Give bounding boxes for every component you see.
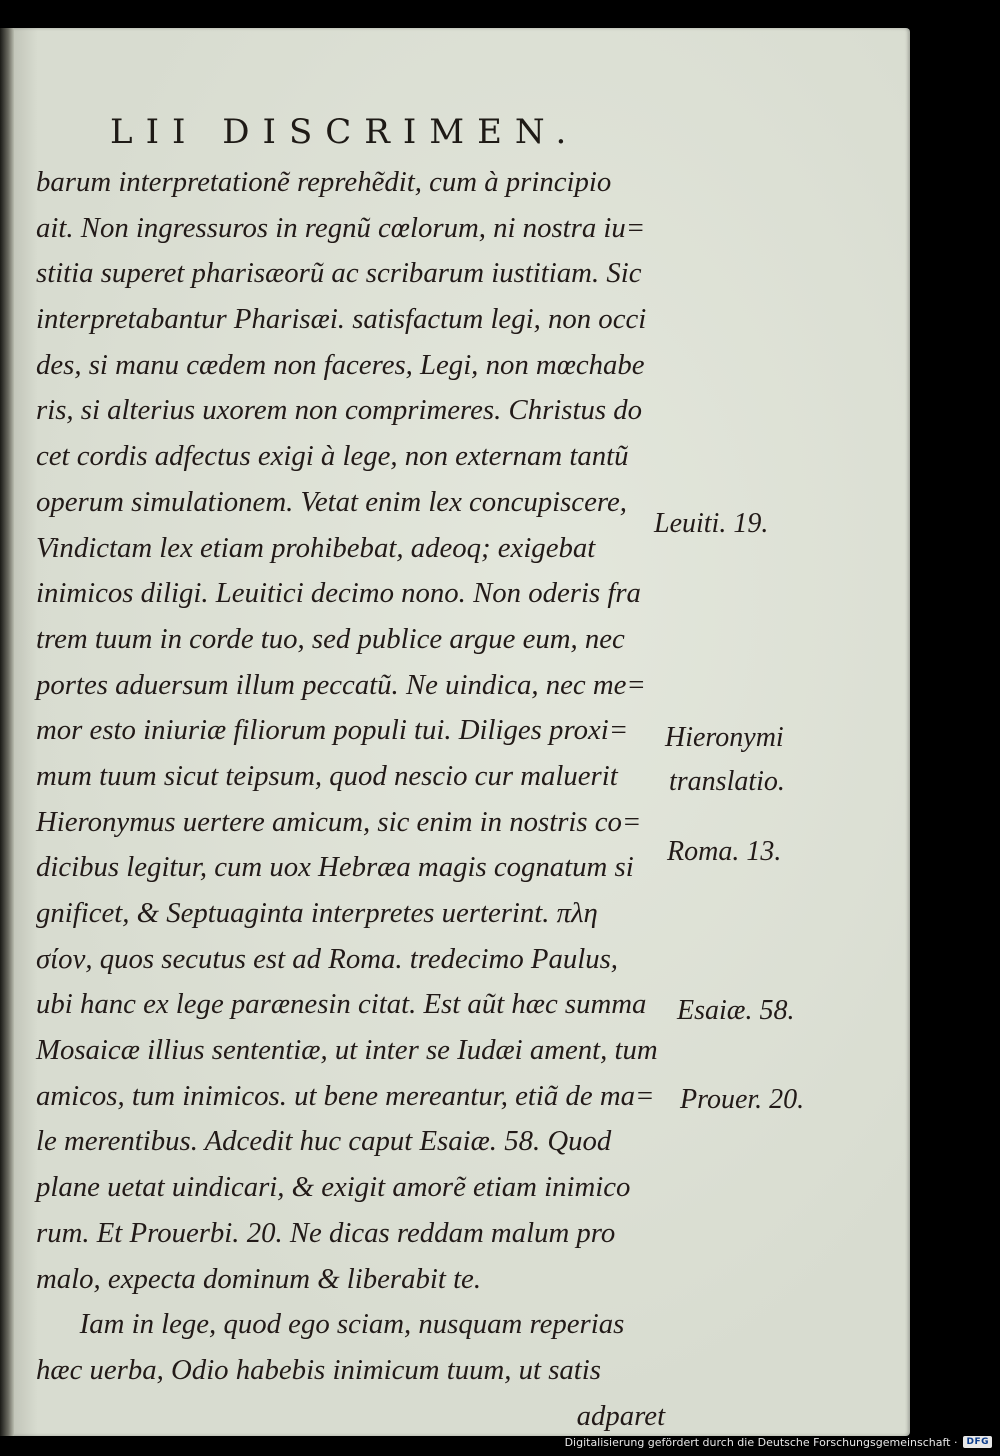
text-line: operum simulationem. Vetat enim lex concupiscere, — [36, 485, 627, 518]
dfg-logo-icon: DFG — [963, 1436, 992, 1448]
footer-bar — [565, 1434, 992, 1450]
text-line: Hieronymus uertere amicum, sic enim in nostris co= — [36, 805, 642, 838]
text-line: portes aduersum illum peccatũ. Ne uindica, nec me= — [36, 668, 646, 701]
margin-note-translatio: translatio. — [669, 766, 785, 797]
text-line: stitia superet pharisæorũ ac scribarum iustitiam. Sic — [36, 257, 642, 290]
text-line: ait. Non ingressuros in regnũ cœlorum, ni nostra iu= — [36, 211, 646, 244]
page-edge — [0, 28, 14, 1436]
text-line: amicos, tum inimicos. ut bene mereantur, etiã de ma= — [36, 1079, 655, 1112]
text-line: Iam in lege, quod ego sciam, nusquam reperias — [79, 1308, 625, 1341]
text-line: des, si manu cædem non faceres, Legi, non mœchabe — [36, 348, 645, 381]
text-line: rum. Et Prouerbi. 20. Ne dicas reddam malum pro — [36, 1216, 616, 1249]
text-line: trem tuum in corde tuo, sed publice argue eum, nec — [36, 622, 625, 655]
catchword: adparet — [576, 1399, 666, 1432]
text-line: barum interpretationẽ reprehẽdit, cum à principio — [36, 166, 612, 198]
text-line: ubi hanc ex lege parænesin citat. Est aũt hæc summa — [36, 988, 647, 1021]
text-line: Vindictam lex etiam prohibebat, adeoq; exigebat — [36, 531, 596, 564]
margin-note-esaiae: Esaiæ. 58. — [677, 995, 795, 1026]
margin-note-leuiti: Leuiti. 19. — [654, 508, 769, 539]
margin-note-roma: Roma. 13. — [667, 836, 782, 867]
margin-note-hieronymi: Hieronymi — [665, 722, 784, 753]
margin-note-prouer: Prouer. 20. — [680, 1084, 805, 1115]
text-line: σίον, quos secutus est ad Roma. tredecimo Paulus, — [36, 942, 619, 975]
text-line: Mosaicæ illius sententiæ, ut inter se Iudæi ament, tum — [36, 1034, 658, 1067]
text-line: gnificet, & Septuaginta interpretes uerterint. πλη — [36, 897, 598, 929]
text-line: inimicos diligi. Leuitici decimo nono. Non oderis fra — [36, 577, 641, 610]
text-line: cet cordis adfectus exigi à lege, non externam tantũ — [36, 440, 629, 473]
text-line: mum tuum sicut teipsum, quod nescio cur maluerit — [36, 759, 618, 792]
text-line: interpretabantur Pharisæi. satisfactum legi, non occi — [36, 303, 647, 336]
footer-credit: Digitalisierung gefördert durch die Deutsche Forschungsgemeinschaft · — [564, 1435, 958, 1449]
body-text — [36, 160, 676, 1439]
text-line: dicibus legitur, cum uox Hebræa magis cognatum si — [36, 851, 634, 884]
text-line: ris, si alterius uxorem non comprimeres. Christus do — [36, 394, 643, 427]
text-line: malo, expecta dominum & liberabit te. — [36, 1262, 482, 1295]
text-line: plane uetat uindicari, & exigit amorẽ etiam inimico — [36, 1171, 631, 1204]
text-line: hæc uerba, Odio habebis inimicum tuum, ut satis — [36, 1353, 601, 1386]
text-line: mor esto iniuriæ filiorum populi tui. Diliges proxi= — [36, 714, 629, 747]
text-line: le merentibus. Adcedit huc caput Esaiæ. 58. Quod — [36, 1125, 612, 1158]
running-head: LII DISCRIMEN. — [110, 112, 580, 152]
